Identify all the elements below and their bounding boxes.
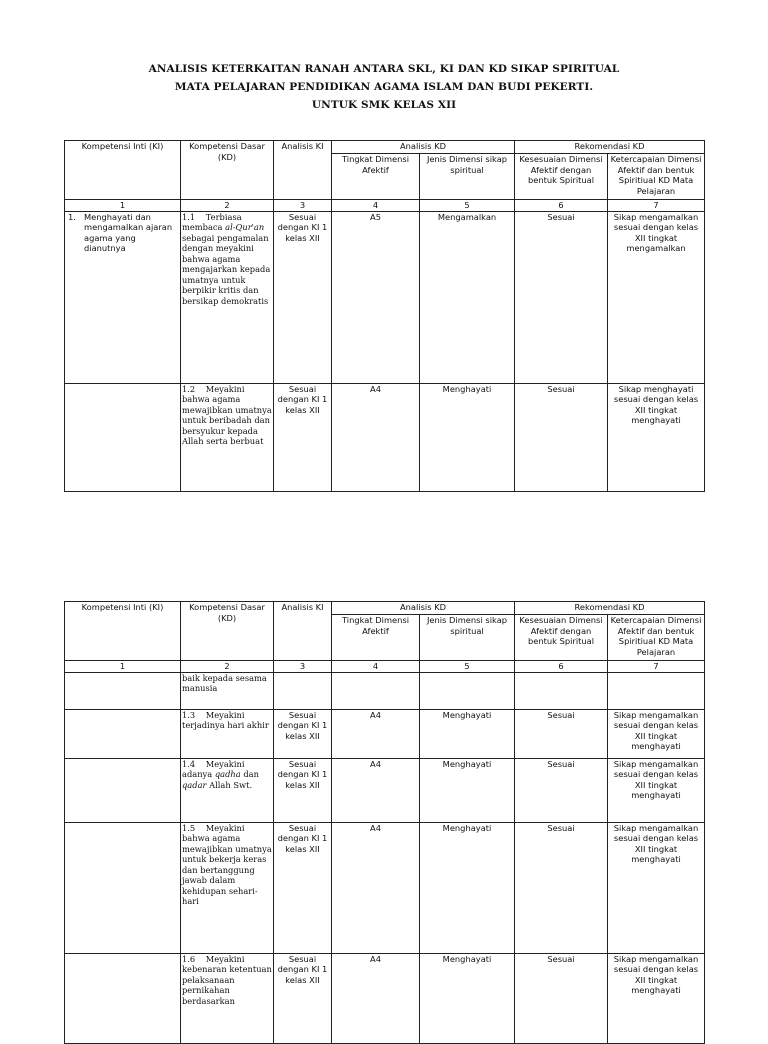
kd-text: Allah Swt. <box>206 779 253 790</box>
kesesuaian-cell <box>515 672 608 709</box>
header-kesesuaian: Kesesuaian Dimensi Afektif dengan bentuk Spiritual <box>515 154 608 200</box>
tingkat-cell: A4 <box>332 822 420 953</box>
analisis-ki-cell: Sesuai dengan KI 1 kelas XII <box>274 709 332 758</box>
column-number: 5 <box>420 200 515 212</box>
kd-text-italic: qadar <box>182 779 207 790</box>
kd-text: Meyakini terjadinya hari akhir <box>182 709 269 730</box>
table-row <box>65 709 705 758</box>
jenis-cell: Menghayati <box>420 953 515 1043</box>
kesesuaian-cell: Sesuai <box>515 758 608 822</box>
table-row <box>65 211 705 383</box>
header-jenis-dimensi: Jenis Dimensi sikap spiritual <box>420 154 515 200</box>
column-number: 7 <box>608 661 705 673</box>
analysis-table-page-2 <box>64 601 705 1044</box>
tingkat-cell: A4 <box>332 758 420 822</box>
column-number: 4 <box>332 661 420 673</box>
column-number: 3 <box>274 661 332 673</box>
kd-text: Terbiasa membaca <box>182 211 242 232</box>
header-tingkat-dimensi: Tingkat Dimensi Afektif <box>332 615 420 661</box>
column-number: 6 <box>515 200 608 212</box>
header-rekomendasi-kd: Rekomendasi KD <box>515 141 705 154</box>
header-analisis-ki: Analisis KI <box>274 141 332 200</box>
ki-cell <box>65 709 181 758</box>
ketercapaian-cell: Sikap mengamalkan sesuai dengan kelas XII tingkat menghayati <box>608 822 705 953</box>
kd-text: Meyakini adanya <box>182 758 245 779</box>
kd-text: dan <box>240 769 259 779</box>
jenis-cell: Menghayati <box>420 709 515 758</box>
kd-text: Meyakini bahwa agama mewajibkan umatnya untuk beribadah dan bersyukur kepada Allah serta berbuat <box>182 383 272 446</box>
table-row <box>65 672 705 709</box>
kd-cell <box>181 758 274 822</box>
analisis-ki-cell: Sesuai dengan KI 1 kelas XII <box>274 758 332 822</box>
ketercapaian-cell: Sikap mengamalkan sesuai dengan kelas XII tingkat menghayati <box>608 758 705 822</box>
jenis-cell: Menghayati <box>420 822 515 953</box>
tingkat-cell <box>332 672 420 709</box>
ketercapaian-cell: Sikap mengamalkan sesuai dengan kelas XII tingkat menghayati <box>608 709 705 758</box>
header-kompetensi-inti: Kompetensi Inti (KI) <box>65 602 181 661</box>
jenis-cell: Menghayati <box>420 758 515 822</box>
analysis-table-page-1 <box>64 140 705 492</box>
kesesuaian-cell: Sesuai <box>515 822 608 953</box>
tingkat-cell: A4 <box>332 953 420 1043</box>
column-number: 2 <box>181 661 274 673</box>
kesesuaian-cell: Sesuai <box>515 211 608 383</box>
kd-cell <box>181 383 274 491</box>
tingkat-cell: A5 <box>332 211 420 383</box>
column-number: 4 <box>332 200 420 212</box>
kd-cell <box>181 211 274 383</box>
column-number: 6 <box>515 661 608 673</box>
kd-number: 1.5 <box>182 822 196 833</box>
kd-cell: baik kepada sesama manusia <box>181 672 274 709</box>
column-number: 7 <box>608 200 705 212</box>
analisis-ki-cell: Sesuai dengan KI 1 kelas XII <box>274 383 332 491</box>
column-number: 1 <box>65 200 181 212</box>
kd-text: Meyakini bahwa agama mewajibkan umatnya untuk bekerja keras dan bertanggung jawab dalam kehidupan sehari-hari <box>182 822 272 906</box>
ketercapaian-cell: Sikap mengamalkan sesuai dengan kelas XII tingkat menghayati <box>608 953 705 1043</box>
kesesuaian-cell: Sesuai <box>515 953 608 1043</box>
kd-number: 1.6 <box>182 953 196 964</box>
tingkat-cell: A4 <box>332 709 420 758</box>
kesesuaian-cell: Sesuai <box>515 383 608 491</box>
kd-number: 1.3 <box>182 709 196 720</box>
kd-cell <box>181 822 274 953</box>
jenis-cell <box>420 672 515 709</box>
ki-cell <box>65 953 181 1043</box>
ki-cell <box>65 758 181 822</box>
header-kompetensi-dasar: Kompetensi Dasar (KD) <box>181 141 274 200</box>
kd-text: Meyakini kebenaran ketentuan pelaksanaan pernikahan berdasarkan <box>182 953 272 1006</box>
tingkat-cell: A4 <box>332 383 420 491</box>
table-row <box>65 953 705 1043</box>
table-row <box>65 822 705 953</box>
header-kompetensi-inti: Kompetensi Inti (KI) <box>65 141 181 200</box>
header-analisis-kd: Analisis KD <box>332 141 515 154</box>
kd-number: 1.1 <box>182 211 196 222</box>
analisis-ki-cell <box>274 672 332 709</box>
column-number: 5 <box>420 661 515 673</box>
document-title-line-1: ANALISIS KETERKAITAN RANAH ANTARA SKL, KI DAN KD SIKAP SPIRITUAL <box>148 63 620 75</box>
jenis-cell: Mengamalkan <box>420 211 515 383</box>
ketercapaian-cell <box>608 672 705 709</box>
kesesuaian-cell: Sesuai <box>515 709 608 758</box>
header-jenis-dimensi: Jenis Dimensi sikap spiritual <box>420 615 515 661</box>
header-analisis-ki: Analisis KI <box>274 602 332 661</box>
table-row <box>65 383 705 491</box>
ki-cell <box>65 672 181 709</box>
header-analisis-kd: Analisis KD <box>332 602 515 615</box>
document-title-line-3: UNTUK SMK KELAS XII <box>311 99 457 111</box>
kd-cell <box>181 953 274 1043</box>
table-row <box>65 758 705 822</box>
kd-text-italic: qadha <box>214 769 241 779</box>
kd-number: 1.2 <box>182 383 196 394</box>
header-ketercapaian: Ketercapaian Dimensi Afektif dan bentuk Spiritiual KD Mata Pelajaran <box>608 615 705 661</box>
ki-cell <box>65 383 181 491</box>
ketercapaian-cell: Sikap mengamalkan sesuai dengan kelas XII tingkat mengamalkan <box>608 211 705 383</box>
ki-cell <box>65 211 181 383</box>
kd-number: 1.4 <box>182 758 196 769</box>
ketercapaian-cell: Sikap menghayati sesuai dengan kelas XII tingkat menghayati <box>608 383 705 491</box>
ki-cell <box>65 822 181 953</box>
kd-text-italic: al-Qur'an <box>225 222 265 232</box>
document-title-line-2: MATA PELAJARAN PENDIDIKAN AGAMA ISLAM DAN BUDI PEKERTI. <box>174 81 594 93</box>
column-number: 2 <box>181 200 274 212</box>
column-number: 1 <box>65 661 181 673</box>
analisis-ki-cell: Sesuai dengan KI 1 kelas XII <box>274 953 332 1043</box>
analisis-ki-cell: Sesuai dengan KI 1 kelas XII <box>274 822 332 953</box>
ki-text: Menghayati dan mengamalkan ajaran agama yang dianutnya <box>84 211 173 253</box>
ki-number: 1. <box>68 211 76 222</box>
kd-cell <box>181 709 274 758</box>
header-ketercapaian: Ketercapaian Dimensi Afektif dan bentuk Spiritiual KD Mata Pelajaran <box>608 154 705 200</box>
header-tingkat-dimensi: Tingkat Dimensi Afektif <box>332 154 420 200</box>
analisis-ki-cell: Sesuai dengan KI 1 kelas XII <box>274 211 332 383</box>
header-rekomendasi-kd: Rekomendasi KD <box>515 602 705 615</box>
kd-text: sebagai pengamalan dengan meyakini bahwa agama mengajarkan kepada umatnya untuk berpikir kritis dan bersikap demokratis <box>182 232 271 306</box>
column-number: 3 <box>274 200 332 212</box>
header-kompetensi-dasar: Kompetensi Dasar (KD) <box>181 602 274 661</box>
jenis-cell: Menghayati <box>420 383 515 491</box>
header-kesesuaian: Kesesuaian Dimensi Afektif dengan bentuk Spiritual <box>515 615 608 661</box>
